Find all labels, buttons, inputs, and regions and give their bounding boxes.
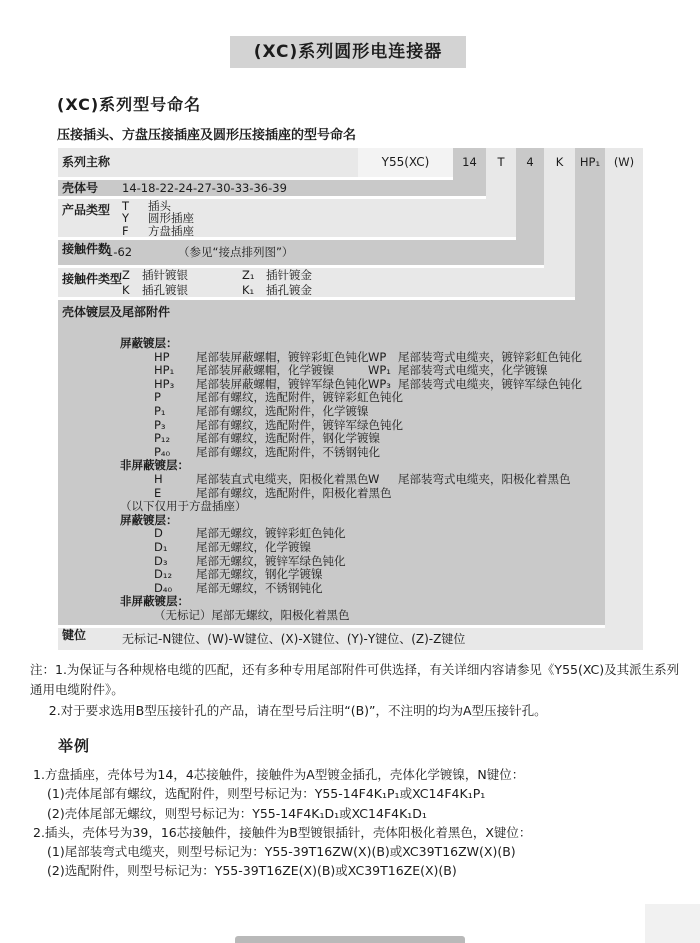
product-type-item bbox=[58, 225, 516, 237]
header-code-plating: HP₁ bbox=[579, 155, 601, 169]
row-label-shell-no: 壳体号 bbox=[62, 181, 99, 195]
table-row-plating bbox=[58, 300, 605, 625]
header-code-keying: (W) bbox=[613, 155, 635, 169]
page-corner-shade bbox=[645, 904, 700, 943]
page-bottom-bar bbox=[235, 936, 465, 943]
plating-desc: 尾部装直式电缆夹，阳极化着黑色 bbox=[196, 471, 369, 486]
plating-code: HP bbox=[154, 349, 170, 364]
plating-code: P₄₀ bbox=[154, 444, 171, 459]
plating-code: W bbox=[368, 471, 380, 486]
plating-item bbox=[58, 487, 605, 501]
example-2-case-1: (1)尾部装弯式电缆夹，则型号标记为：Y55-39T16ZW(X)(B)或XC39T16ZW(X)(B) bbox=[47, 844, 516, 860]
document-title: (XC)系列圆形电连接器 bbox=[253, 42, 443, 62]
row-label-keying: 键位 bbox=[62, 628, 87, 642]
product-code: T bbox=[122, 199, 130, 213]
contact-code: Z₁ bbox=[242, 268, 255, 282]
plating-desc: 尾部装弯式电缆夹，镀锌军绿色钝化 bbox=[398, 376, 582, 391]
plating-item bbox=[58, 541, 605, 555]
plating-desc: 尾部无螺纹，不锈钢钝化 bbox=[196, 580, 323, 595]
plating-code: P₃ bbox=[154, 417, 166, 432]
document-title-bar bbox=[230, 36, 466, 68]
shell-no-values: 14-18-22-24-27-30-33-36-39 bbox=[122, 181, 287, 195]
plating-item bbox=[58, 446, 605, 460]
contact-count-note: （参见“接点排列图”） bbox=[178, 245, 294, 259]
plating-subhead: 屏蔽镀层： bbox=[120, 336, 178, 350]
examples-block bbox=[33, 765, 688, 881]
plating-subhead: 非屏蔽镀层： bbox=[120, 594, 189, 609]
plating-code: WP₃ bbox=[368, 376, 391, 391]
column-band-keying bbox=[605, 148, 643, 650]
plating-item: （无标记）尾部无螺纹，阳极化着黑色 bbox=[154, 607, 350, 622]
plating-code: P bbox=[154, 390, 161, 405]
example-2-head: 2.插头，壳体号为39，16芯接触件，接触件为B型镀银插针，壳体阳极化着黑色，X键位： bbox=[33, 824, 532, 840]
plating-desc: 尾部无螺纹，镀锌彩虹色钝化 bbox=[196, 526, 346, 541]
plating-desc: 尾部装屏蔽螺帽，化学镀镍 bbox=[196, 363, 334, 378]
plating-desc: 尾部装弯式电缆夹，阳极化着黑色 bbox=[398, 471, 571, 486]
table-row-product-type bbox=[58, 199, 516, 237]
plating-desc: 尾部无螺纹，化学镀镍 bbox=[196, 539, 311, 554]
plating-desc: 尾部无螺纹，镀锌军绿色钝化 bbox=[196, 553, 346, 568]
plating-code: D₁ bbox=[154, 539, 168, 554]
keying-values: 无标记-N键位、(W)-W键位、(X)-X键位、(Y)-Y键位、(Z)-Z键位 bbox=[122, 632, 466, 646]
plating-desc: 尾部有螺纹，选配附件，钢化学镀镍 bbox=[196, 431, 380, 446]
contact-desc: 插针镀金 bbox=[266, 268, 312, 282]
plating-desc: 尾部有螺纹，选配附件，化学镀镍 bbox=[196, 403, 369, 418]
plating-code: P₁ bbox=[154, 403, 166, 418]
header-code-shell-no: 14 bbox=[462, 155, 477, 169]
plating-item bbox=[58, 351, 605, 365]
example-2-case-2: (2)选配附件，则型号标记为：Y55-39T16ZE(X)(B)或XC39T16ZE(X)(B) bbox=[47, 863, 457, 879]
contact-type-line bbox=[58, 268, 575, 283]
plating-code: D₃ bbox=[154, 553, 168, 568]
section-heading: (XC)系列型号命名 bbox=[57, 95, 202, 114]
plating-desc: 尾部有螺纹，选配附件，不锈钢钝化 bbox=[196, 444, 380, 459]
example-1-head: 1.方盘插座，壳体号为14，4芯接触件，接触件为A型镀金插孔，壳体化学镀镍，N键位： bbox=[33, 767, 525, 782]
header-code-contact-count: 4 bbox=[526, 155, 534, 169]
plating-desc: 尾部有螺纹，选配附件，镀锌军绿色钝化 bbox=[196, 417, 403, 432]
note-1: 注：1.为保证与各种规格电缆的匹配，还有多种专用尾部附件可供选择，有关详细内容请参见《Y55(XC)及其派生系列通用电缆附件》。 bbox=[30, 662, 680, 698]
plating-item bbox=[58, 527, 605, 541]
table-row-keying bbox=[58, 628, 643, 650]
contact-desc: 插孔镀银 bbox=[142, 282, 188, 297]
table-row-shell-no bbox=[58, 180, 486, 196]
plating-code: HP₁ bbox=[154, 363, 175, 378]
plating-item bbox=[58, 378, 605, 392]
plating-code: E bbox=[154, 485, 162, 500]
plating-item bbox=[58, 419, 605, 433]
plating-item bbox=[58, 432, 605, 446]
plating-desc: 尾部装屏蔽螺帽，镀锌军绿色钝化 bbox=[196, 376, 369, 391]
header-code-product-type: T bbox=[497, 155, 505, 169]
plating-item bbox=[58, 568, 605, 582]
note-2: 2.对于要求选用B型压接针孔的产品，请在型号后注明“(B)”，不注明的均为A型压接针孔。 bbox=[48, 702, 547, 718]
plating-desc: 尾部装弯式电缆夹，化学镀镍 bbox=[398, 363, 548, 378]
contact-code: Z bbox=[122, 268, 130, 282]
example-1-case-1: (1)壳体尾部有螺纹，选配附件，则型号标记为：Y55-14F4K₁P₁或XC14F4K₁P₁ bbox=[47, 786, 486, 802]
row-label-product-type: 产品类型 bbox=[62, 203, 111, 217]
plating-desc: 尾部有螺纹，选配附件，镀锌彩虹色钝化 bbox=[196, 390, 403, 405]
plating-item bbox=[58, 364, 605, 378]
model-designation-table bbox=[58, 148, 643, 650]
product-desc: 插头 bbox=[148, 199, 171, 213]
plating-code: D bbox=[154, 526, 163, 541]
plating-desc: 尾部有螺纹，选配附件，阳极化着黑色 bbox=[196, 485, 392, 500]
header-code-contact-type: K bbox=[555, 155, 564, 169]
plating-subhead: 屏蔽镀层： bbox=[120, 512, 178, 527]
plating-code: D₄₀ bbox=[154, 580, 173, 595]
contact-desc: 插孔镀金 bbox=[266, 282, 312, 297]
plating-scope-note: （以下仅用于方盘插座） bbox=[120, 499, 247, 514]
plating-code: WP₁ bbox=[368, 363, 391, 378]
plating-code: P₁₂ bbox=[154, 431, 171, 446]
plating-subhead: 非屏蔽镀层： bbox=[120, 458, 189, 473]
contact-type-line bbox=[58, 283, 575, 298]
table-row-contact-type bbox=[58, 268, 575, 297]
examples-heading: 举例 bbox=[58, 737, 91, 755]
row-label-series: 系列主称 bbox=[62, 155, 111, 169]
plating-item bbox=[58, 473, 605, 487]
product-code: F bbox=[122, 223, 129, 238]
product-desc: 圆形插座 bbox=[148, 211, 194, 226]
plating-code: HP₃ bbox=[154, 376, 175, 391]
table-row-contact-count bbox=[58, 240, 544, 265]
row-label-contact-type: 接触件类型 bbox=[62, 272, 123, 286]
section-subtitle: 压接插头、方盘压接插座及圆形压接插座的型号命名 bbox=[57, 128, 357, 143]
product-code: Y bbox=[122, 211, 130, 226]
plating-desc: 尾部无螺纹，钢化学镀镍 bbox=[196, 567, 323, 582]
example-1-case-2: (2)壳体尾部无螺纹，则型号标记为：Y55-14F4K₁D₁或XC14F4K₁D₁ bbox=[47, 805, 427, 821]
plating-code: D₁₂ bbox=[154, 567, 173, 582]
row-label-plating: 壳体镀层及尾部附件 bbox=[62, 305, 171, 319]
plating-list bbox=[58, 337, 605, 622]
contact-desc: 插针镀银 bbox=[142, 268, 188, 282]
contact-count-range: 1-62 bbox=[106, 245, 133, 259]
plating-desc: 尾部装弯式电缆夹，镀锌彩虹色钝化 bbox=[398, 349, 582, 364]
plating-item bbox=[58, 582, 605, 596]
plating-item bbox=[58, 555, 605, 569]
contact-code: K bbox=[122, 282, 130, 297]
plating-code: H bbox=[154, 471, 163, 486]
contact-code: K₁ bbox=[242, 282, 255, 297]
plating-code: WP bbox=[368, 349, 387, 364]
product-desc: 方盘插座 bbox=[148, 223, 194, 238]
row-label-contact-count: 接触件数 bbox=[62, 242, 111, 256]
series-designation-cell: Y55(XC) bbox=[358, 148, 453, 177]
plating-item bbox=[58, 391, 605, 405]
notes-block bbox=[30, 660, 682, 721]
plating-desc: 尾部装屏蔽螺帽，镀锌彩虹色钝化 bbox=[196, 349, 369, 364]
plating-item bbox=[58, 405, 605, 419]
table-row-series bbox=[58, 148, 453, 177]
product-type-item bbox=[58, 212, 516, 224]
